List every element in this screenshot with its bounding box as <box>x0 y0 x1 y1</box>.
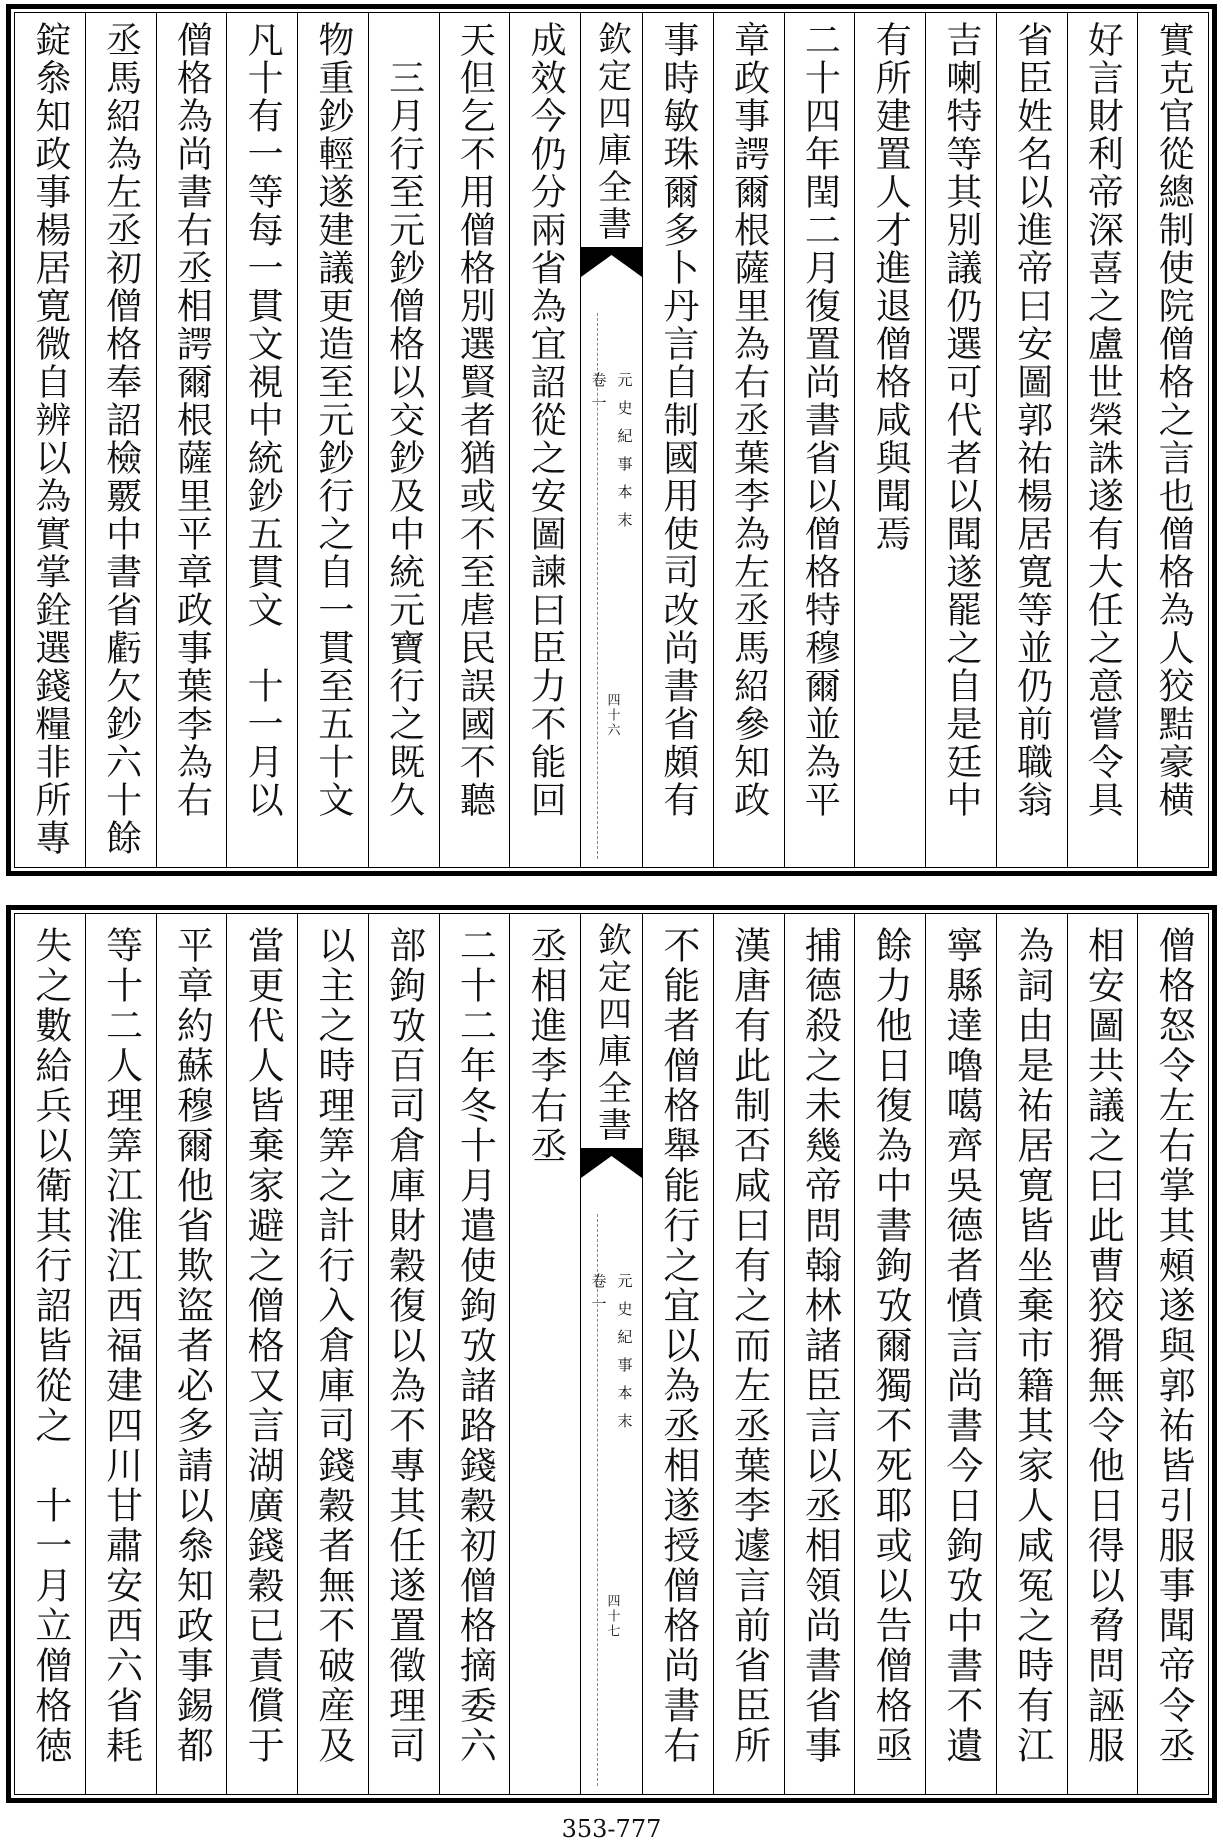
fold-caption <box>589 1273 635 1441</box>
column-text: 吉喇特等其別議仍選可代者以聞遂罷之自是廷中 <box>940 21 982 819</box>
text-column <box>643 13 714 867</box>
text-column <box>298 914 369 1794</box>
folio-number: 四十七 <box>604 1594 620 1639</box>
text-column <box>15 914 86 1794</box>
column-text: 二十二年冬十月遣使鉤攷諸路錢穀初僧格摘委六 <box>453 926 497 1766</box>
column-text: 省臣姓名以進帝曰安圖郭祐楊居寛等並仍前職翁 <box>1011 21 1053 819</box>
column-text: 漢唐有此制否咸曰有之而左丞葉李遽言前省臣所 <box>727 926 771 1766</box>
text-column <box>510 13 581 867</box>
upper-half-page <box>6 4 1217 876</box>
column-text: 部鉤攷百司倉庫財穀復以為不專其任遂置徵理司 <box>382 926 426 1766</box>
column-text: 僧格怒令左右掌其頰遂與郭祐皆引服事聞帝令丞 <box>1152 926 1196 1766</box>
text-column <box>785 13 856 867</box>
column-text: 失之數給兵以衛其行詔皆從之 十一月立僧格徳 <box>28 926 72 1766</box>
column-text: 有所建置人才進退僧格咸與聞焉 <box>870 21 912 553</box>
text-column <box>86 914 157 1794</box>
text-column <box>440 914 511 1794</box>
text-column <box>926 914 997 1794</box>
column-text: 餘力他日復為中書鉤攷爾獨不死耶或以告僧格亟 <box>869 926 913 1766</box>
column-text: 寧縣達嚕噶齊吳德者憤言尚書今日鉤攷中書不遺 <box>939 926 983 1766</box>
text-column <box>298 13 369 867</box>
column-text: 以主之時理筭之計行入倉庫司錢穀者無不破産及 <box>311 926 355 1766</box>
column-text: 成效今仍分兩省為宜詔從之安圖諫曰臣力不能回 <box>525 21 567 819</box>
column-text: 天但乞不用僧格別選賢者猶或不至虐民誤國不聽 <box>454 21 496 819</box>
lower-half-page <box>6 905 1217 1803</box>
folio-number: 四十六 <box>604 693 620 738</box>
text-column <box>510 914 581 1794</box>
column-text: 丞馬紹為左丞初僧格奉詔檢覈中書省虧欠鈔六十餘 <box>100 21 142 857</box>
text-column <box>369 13 440 867</box>
text-column <box>643 914 714 1794</box>
page-frame <box>14 12 1209 868</box>
page-frame <box>14 913 1209 1795</box>
fold-caption <box>589 372 635 540</box>
column-text: 凡十有一等每一貫文視中統鈔五貫文 十一月以 <box>242 21 284 819</box>
text-column <box>440 13 511 867</box>
text-column <box>227 914 298 1794</box>
center-fold-column <box>581 13 643 867</box>
text-column <box>714 13 785 867</box>
volume-label: 卷一 <box>589 372 608 418</box>
center-fold-column <box>581 914 643 1794</box>
column-text: 章政事諤爾根薩里為右丞葉李為左丞馬紹參知政 <box>728 21 770 819</box>
text-column <box>157 13 228 867</box>
column-text: 不能者僧格舉能行之宜以為丞相遂授僧格尚書右 <box>656 926 700 1766</box>
text-column <box>1068 914 1139 1794</box>
column-text: 為詞由是祐居寛皆坐棄市籍其家人咸冤之時有江 <box>1010 926 1054 1766</box>
column-text: 錠叅知政事楊居寛微自辨以為實掌銓選錢糧非所專 <box>29 21 71 857</box>
text-column <box>1138 13 1208 867</box>
column-text: 物重鈔輕遂建議更造至元鈔行之自一貫至五十文 <box>312 21 354 819</box>
column-text: 實克官從總制使院僧格之言也僧格為人狡黠豪横 <box>1153 21 1195 819</box>
text-column <box>369 914 440 1794</box>
collection-title: 欽定四庫全書 <box>591 21 632 243</box>
text-column <box>855 914 926 1794</box>
text-column <box>926 13 997 867</box>
text-column <box>157 914 228 1794</box>
column-text: 平章約蘇穆爾他省欺盜者必多請以叅知政事錫都 <box>170 926 214 1766</box>
text-column <box>785 914 856 1794</box>
fishtail-marker-icon <box>581 247 642 277</box>
text-column <box>15 13 86 867</box>
text-column <box>714 914 785 1794</box>
text-column <box>1068 13 1139 867</box>
column-text: 捕德殺之未幾帝問翰林諸臣言以丞相領尚書省事 <box>798 926 842 1766</box>
text-column <box>1138 914 1208 1794</box>
text-column <box>227 13 298 867</box>
column-text: 丞相進李右丞 <box>524 926 568 1166</box>
text-column <box>997 914 1068 1794</box>
text-column <box>855 13 926 867</box>
text-column <box>86 13 157 867</box>
column-text: 僧格為尚書右丞相諤爾根薩里平章政事葉李為右 <box>171 21 213 819</box>
fishtail-marker-icon <box>581 1148 642 1178</box>
column-text: 好言財利帝深喜之盧世榮誅遂有大任之意嘗令具 <box>1082 21 1124 819</box>
column-text: 當更代人皆棄家避之僧格又言湖廣錢穀已責償于 <box>241 926 285 1766</box>
volume-label: 卷一 <box>589 1273 608 1319</box>
collection-title: 欽定四庫全書 <box>591 922 632 1144</box>
text-column <box>997 13 1068 867</box>
column-text: 相安圖共議之曰此曹狡猾無令他日得以脅問誣服 <box>1081 926 1125 1766</box>
column-text: 事時敏珠爾多卜丹言自制國用使司改尚書省頗有 <box>657 21 699 819</box>
page-number: 353-777 <box>561 1815 662 1843</box>
column-text: 等十二人理筭江淮江西福建四川甘肅安西六省耗 <box>99 926 143 1766</box>
column-text: 三月行至元鈔僧格以交鈔及中統元寶行之既久 <box>383 59 425 819</box>
work-title: 元史紀事本末 <box>615 1273 634 1441</box>
column-text: 二十四年閏二月復置尚書省以僧格特穆爾並為平 <box>799 21 841 819</box>
work-title: 元史紀事本末 <box>615 372 634 540</box>
